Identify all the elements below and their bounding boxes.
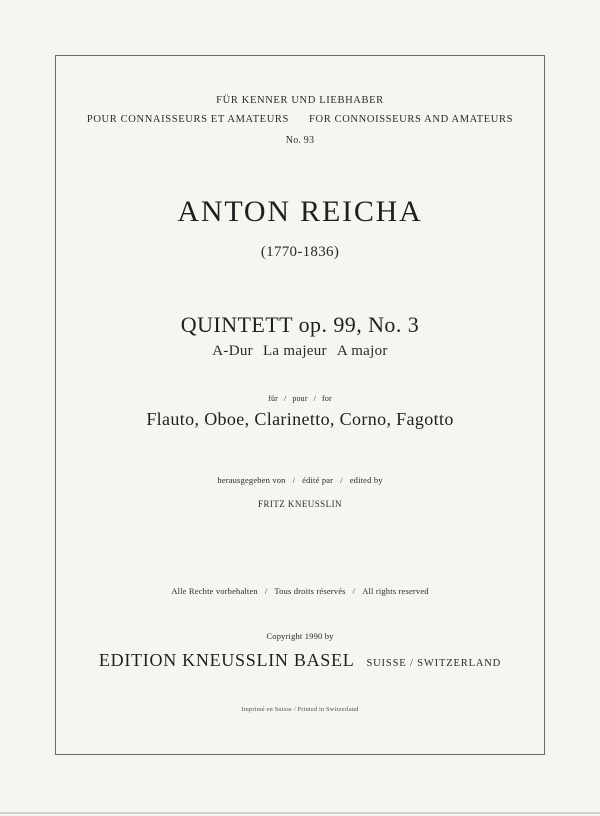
rights-notice xyxy=(55,586,545,596)
composer-name: ANTON REICHA xyxy=(177,195,423,228)
composer-dates: (1770-1836) xyxy=(260,244,340,260)
series-title-row xyxy=(55,114,545,125)
for-french: pour xyxy=(292,394,308,403)
edited-french: édité par xyxy=(302,475,334,485)
work-keys xyxy=(55,343,545,360)
printed-in-notice: Imprimé en Suisse / Printed in Switzerland xyxy=(241,706,359,713)
publisher-name: EDITION KNEUSSLIN BASEL xyxy=(98,650,355,670)
page-edge xyxy=(0,812,600,814)
for-english: for xyxy=(322,394,332,403)
rights-english: All rights reserved xyxy=(362,586,429,596)
separator: / xyxy=(313,394,317,403)
for-label xyxy=(55,394,545,403)
series-title-french: POUR CONNAISSEURS ET AMATEURS xyxy=(86,114,290,125)
separator: / xyxy=(283,394,287,403)
key-english: A major xyxy=(336,343,388,359)
copyright-notice: Copyright 1990 by xyxy=(266,631,334,641)
instrumentation: Flauto, Oboe, Clarinetto, Corno, Fagotto xyxy=(146,409,454,429)
series-number: No. 93 xyxy=(285,135,315,146)
rights-french: Tous droits réservés xyxy=(274,586,346,596)
edited-by-label xyxy=(55,475,545,485)
key-german: A-Dur xyxy=(212,343,253,359)
separator: / xyxy=(264,586,268,596)
edited-english: edited by xyxy=(349,475,383,485)
series-title-german: FÜR KENNER UND LIEBHABER xyxy=(216,95,384,106)
separator: / xyxy=(340,475,343,485)
separator: / xyxy=(352,586,356,596)
rights-german: Alle Rechte vorbehalten xyxy=(171,586,258,596)
editor-name: FRITZ KNEUSSLIN xyxy=(257,499,342,509)
for-german: für xyxy=(268,394,278,403)
series-title-english: FOR CONNOISSEURS AND AMATEURS xyxy=(309,114,514,125)
key-french: La majeur xyxy=(262,343,327,359)
edited-german: herausgegeben von xyxy=(217,475,286,485)
publisher-row xyxy=(55,650,545,671)
publisher-country: SUISSE / SWITZERLAND xyxy=(366,658,502,669)
work-title: QUINTETT op. 99, No. 3 xyxy=(180,312,420,337)
separator: / xyxy=(292,475,296,485)
